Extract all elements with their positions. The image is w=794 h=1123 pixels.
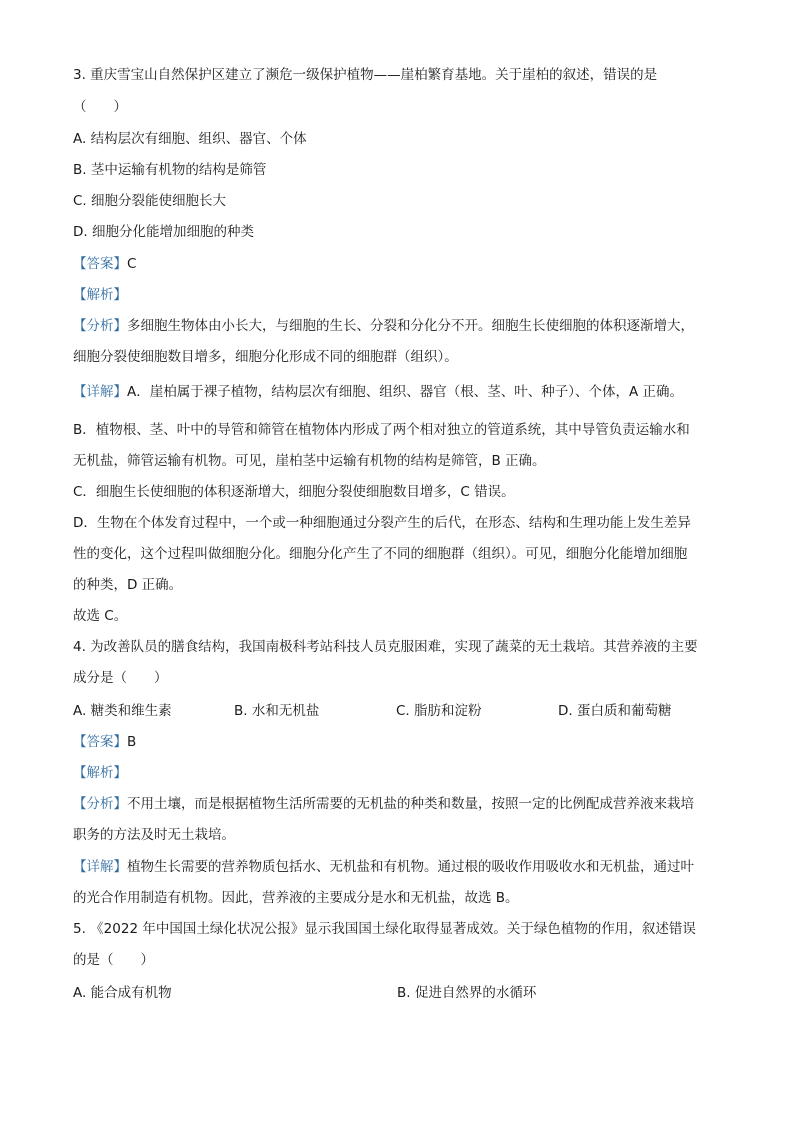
fenxi-label: 【分析】: [73, 796, 127, 812]
q3-detail-d-line2: 性的变化，这个过程叫做细胞分化。细胞分化产生了不同的细胞群（组织）。可见，细胞分化能增加细胞: [73, 546, 688, 562]
q5-option-b: B. 促进自然界的水循环: [397, 985, 537, 1001]
xiangjie-text: A．崖柏属于裸子植物，结构层次有细胞、组织、器官（根、茎、叶、种子）、个体，A 正确。: [127, 384, 684, 400]
q4-analysis-heading: [73, 764, 127, 782]
q4-option-d: D. 蛋白质和葡萄糖: [558, 703, 672, 719]
q3-fenxi-line1: [73, 317, 694, 335]
q4-option-c: C. 脂肪和淀粉: [396, 703, 482, 719]
answer-value: B: [127, 734, 137, 750]
q5-stem-line1: 5. 《2022 年中国国土绿化状况公报》显示我国国土绿化取得显著成效。关于绿色植物的作用，叙述错误: [73, 921, 696, 937]
q4-stem-line1: 4. 为改善队员的膳食结构，我国南极科考站科技人员克服困难，实现了蔬菜的无土栽培。其营养液的主要: [73, 639, 698, 655]
q3-detail-b-line1: B．植物根、茎、叶中的导管和筛管在植物体内形成了两个相对独立的管道系统，其中导管负责运输水和: [73, 422, 690, 438]
q3-fenxi-line2: 细胞分裂使细胞数目增多，细胞分化形成不同的细胞群（组织）。: [73, 349, 458, 365]
q3-detail-d-line1: D．生物在个体发育过程中，一个或一种细胞通过分裂产生的后代，在形态、结构和生理功能上发生差异: [73, 515, 691, 531]
analysis-label: 【解析】: [73, 765, 127, 781]
answer-label: 【答案】: [73, 734, 127, 750]
answer-label: 【答案】: [73, 256, 127, 272]
fenxi-text: 不用土壤，而是根据植物生活所需要的无机盐的种类和数量，按照一定的比例配成营养液来栽培: [127, 796, 694, 812]
q4-option-a: A. 糖类和维生素: [73, 703, 172, 719]
q3-stem-line2: （ ）: [73, 99, 127, 115]
q4-answer: [73, 733, 136, 751]
q4-stem-line2: 成分是（ ）: [73, 670, 168, 686]
q4-fenxi-line1: [73, 795, 694, 813]
q4-option-b: B. 水和无机盐: [234, 703, 320, 719]
xiangjie-label: 【详解】: [73, 859, 127, 875]
q3-detail-b-line2: 无机盐，筛管运输有机物。可见，崖柏茎中运输有机物的结构是筛管，B 正确。: [73, 453, 546, 469]
analysis-label: 【解析】: [73, 287, 127, 303]
xiangjie-label: 【详解】: [73, 384, 127, 400]
q3-detail-d-line3: 的种类，D 正确。: [73, 577, 183, 593]
q3-answer: [73, 255, 136, 273]
q3-analysis-heading: [73, 286, 127, 304]
q3-xiangjie-line1: [73, 383, 683, 401]
q3-option-d: D. 细胞分化能增加细胞的种类: [73, 224, 254, 240]
q3-stem-line1: 3. 重庆雪宝山自然保护区建立了濒危一级保护植物——崖柏繁育基地。关于崖柏的叙述，错误的是: [73, 67, 658, 83]
q4-fenxi-line2: 职务的方法及时无土栽培。: [73, 827, 235, 843]
q3-detail-c: C．细胞生长使细胞的体积逐渐增大，细胞分裂使细胞数目增多，C 错误。: [73, 484, 515, 500]
q3-option-c: C. 细胞分裂能使细胞长大: [73, 193, 227, 209]
q5-stem-line2: 的是（ ）: [73, 952, 154, 968]
q4-xiangjie-line2: 的光合作用制造有机物。因此，营养液的主要成分是水和无机盐，故选 B。: [73, 890, 519, 906]
fenxi-label: 【分析】: [73, 318, 127, 334]
answer-value: C: [127, 256, 137, 272]
xiangjie-text: 植物生长需要的营养物质包括水、无机盐和有机物。通过根的吸收作用吸收水和无机盐，通过叶: [127, 859, 694, 875]
q4-xiangjie-line1: [73, 858, 694, 876]
q5-option-a: A. 能合成有机物: [73, 985, 172, 1001]
q3-conclusion: 故选 C。: [73, 608, 128, 624]
fenxi-text: 多细胞生物体由小长大，与细胞的生长、分裂和分化分不开。细胞生长使细胞的体积逐渐增大，: [127, 318, 694, 334]
q3-option-b: B. 茎中运输有机物的结构是筛管: [73, 162, 267, 178]
q3-option-a: A. 结构层次有细胞、组织、器官、个体: [73, 131, 307, 147]
